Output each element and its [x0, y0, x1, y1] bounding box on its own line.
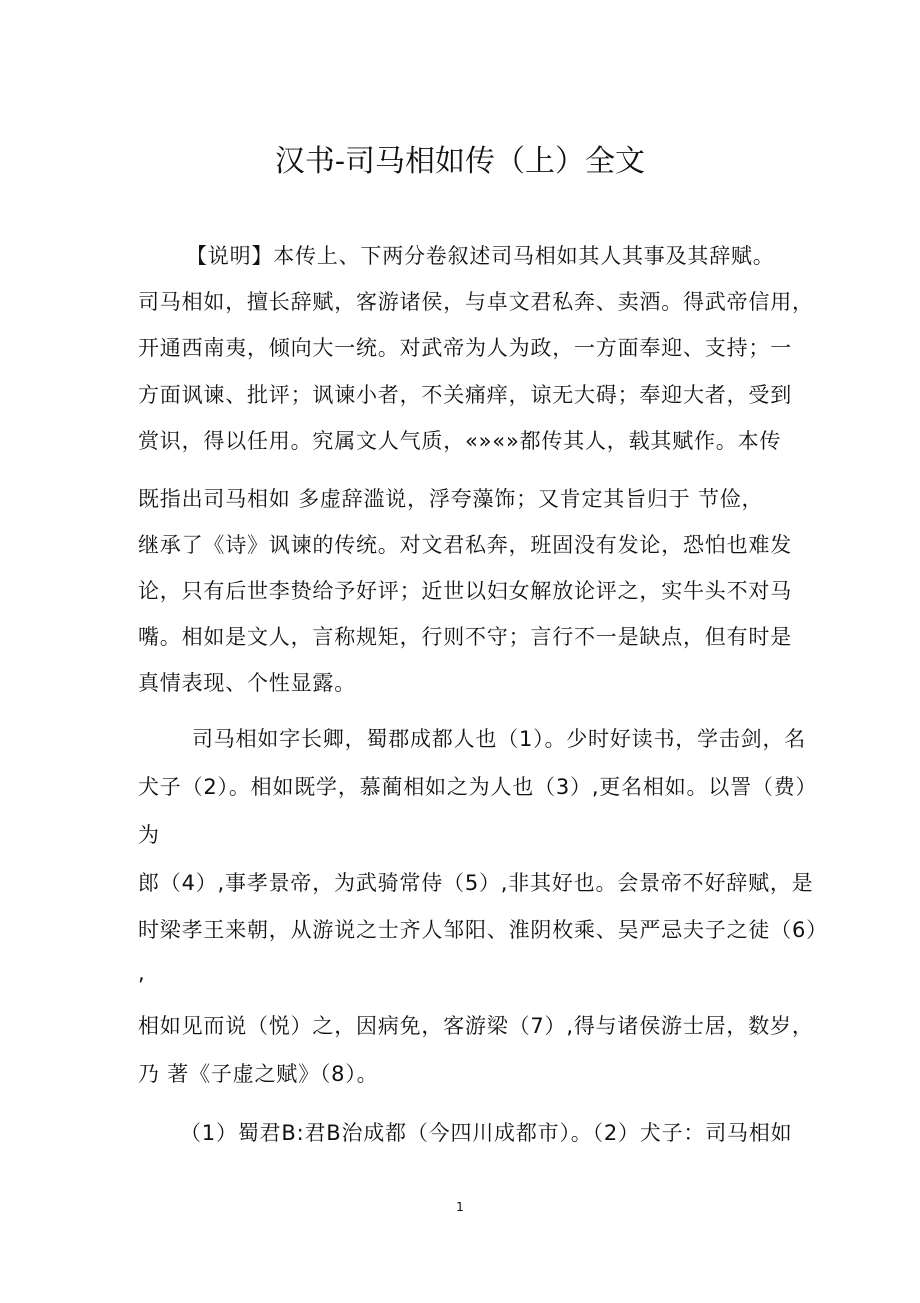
text-line: 赏识，得以任用。究属文人气质，«»«»都传其人，载其赋作。本传 [138, 429, 782, 453]
text-line: 司马相如字长卿，蜀郡成都人也（1）。少时好读书，学击剑，名 [192, 727, 807, 751]
text-line: 开通西南夷，倾向大一统。对武帝为人为政，一方面奉迎、支持；一 [138, 336, 792, 360]
text-line: 论，只有后世李贽给予好评；近世以妇女解放论评之，实牛头不对马 [138, 579, 792, 603]
text-line: 时梁孝王来朝，从游说之士齐人邹阳、淮阴枚乘、吴严忌夫子之徒（6） [138, 918, 828, 942]
text-line: 犬子（2）。相如既学，慕蔺相如之为人也（3）,更名相如。以詈（费） [138, 775, 818, 799]
text-line: 相如见而说（悦）之，因病免，客游梁（7）,得与诸侯游士居，数岁， [138, 1014, 814, 1038]
text-line: 既指出司马相如 多虚辞滥说，浮夸藻饰；又肯定其旨归于 节俭， [138, 487, 764, 511]
text-line: 司马相如，擅长辞赋，客游诸侯，与卓文君私奔、卖酒。得武帝信用， [138, 290, 814, 314]
text-line: 方面讽谏、批评；讽谏小者，不关痛痒，谅无大碍；奉迎大者，受到 [138, 383, 792, 407]
footnote-line: （1）蜀君B:君B治成都（今四川成都市）。（2）犬子：司马相如 [180, 1121, 793, 1145]
document-title: 汉书-司马相如传（上）全文 [274, 144, 646, 179]
text-line: 为 [138, 823, 160, 847]
text-line: 乃 著《子虚之赋》（8）。 [138, 1062, 379, 1086]
text-line: 继承了《诗》讽谏的传统。对文君私奔，班固没有发论，恐怕也难发 [138, 533, 792, 557]
text-line: 嘴。相如是文人，言称规矩，行则不守；言行不一是缺点，但有时是 [138, 625, 792, 649]
text-line: , [138, 961, 146, 985]
text-line: 郎（4）,事孝景帝，为武骑常侍（5）,非其好也。会景帝不好辞赋，是 [138, 871, 814, 895]
text-line: 真情表现、个性显露。 [138, 671, 356, 695]
page-number: 1 [456, 1200, 464, 1214]
text-line: 【说明】本传上、下两分卷叙述司马相如其人其事及其辞赋。 [186, 244, 775, 268]
